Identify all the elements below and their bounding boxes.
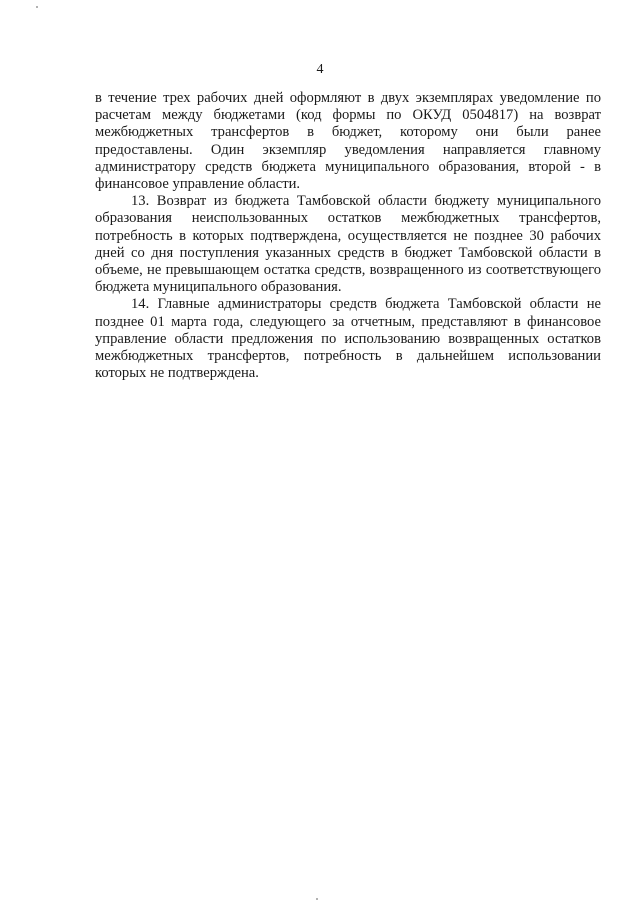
scan-speck: [36, 6, 38, 8]
scan-speck: [316, 898, 318, 900]
paragraph-13: 13. Возврат из бюджета Тамбовской области бюджету муниципального образования неиспользованных остатков межбюджетных трансфертов, потребность в которых подтверждена, осуществляется не позднее 30 рабочих дней со дня поступления указанных средств в бюджет Тамбовской области в объеме, не превышающем остатка средств, возвращенного из соответствующего бюджета муниципального образования.: [95, 193, 601, 296]
paragraph-14: 14. Главные администраторы средств бюджета Тамбовской области не позднее 01 марта года, следующего за отчетным, представляют в финансовое управление области предложения по использованию возвращенных остатков межбюджетных трансфертов, потребность в дальнейшем использовании которых не подтверждена.: [95, 296, 601, 382]
document-body: [95, 90, 601, 382]
page-number: 4: [316, 62, 324, 77]
paragraph-continuation: в течение трех рабочих дней оформляют в двух экземплярах уведомление по расчетам между бюджетами (код формы по ОКУД 0504817) на возврат межбюджетных трансфертов в бюджет, которому они были ранее предоставлены. Один экземпляр уведомления направляется главному администратору средств бюджета муниципального образования, второй - в финансовое управление области.: [95, 90, 601, 193]
